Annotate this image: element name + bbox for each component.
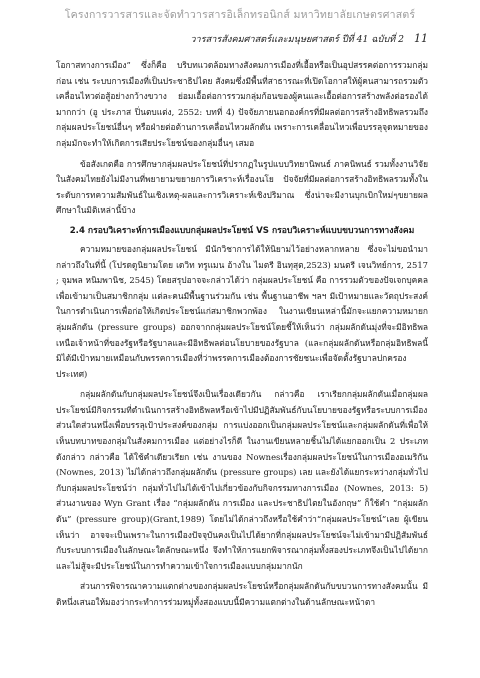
watermark-text: โครงการวารสารและจัดทำวารสารอิเล็กทรอนิกส์ มหาวิทยาลัยเกษตรศาสตร์ xyxy=(64,9,416,21)
paragraph-3: ความหมายของกลุ่มผลประโยชน์ มีนักวิชาการได้ให้นิยามไว้อย่างหลากหลาย ซึ่งจะไม่ขอนำมากล่าวถึงในที่นี้ (โปรดดูนิยามโดย เดวิท ทรูแมน อ้างใน ไมตรี อินทุสุต,2523) มนตรี เจนวิทย์การ, 2517 ; จุมพล หนิมพานิช, 2545) โดยสรุปอาจจะกล่าวได้ว่า กลุ่มผลประโยชน์ คือ การรวมตัวของปัจเจกบุคคลเพื่อเข้ามาเป็นสมาชิกกลุ่ม แต่ละคนมีพื้นฐานร่วมกัน เช่น พื้นฐานอาชีพ ฯลฯ มีเป้าหมายและวัตถุประสงค์ในการดำเนินการเพื่อก่อให้เกิดประโยชน์แก่สมาชิกพวกพ้อง ในงานเขียนเหล่านี้มักจะแยกความหมายกลุ่มผลักดัน (pressure groups) ออกจากกลุ่มผลประโยชน์โดยชี้ให้เห็นว่า กลุ่มผลักดันมุ่งที่จะมีอิทธิพลเหนือเจ้าหน้าที่ของรัฐหรือรัฐบาลและมีอิทธิพลต่อนโยบายของรัฐบาล (และกลุ่มผลักดันหรือกลุ่มอิทธิพลนี้มิได้มีเป้าหมายเหมือนกับพรรคการเมืองที่ว่าพรรคการเมืองต้องการชัยชนะเพื่อจัดตั้งรัฐบาลปกครองประเทศ) xyxy=(56,243,428,379)
paragraph-2: ข้อสังเกตคือ การศึกษากลุ่มผลประโยชน์ที่ปรากฏในรูปแบบวิทยานิพนธ์ ภาคนิพนธ์ รวมทั้งงานวิจัยในสังคมไทยยังไม่มีงานที่พยายามขยายการวิเคราะห์เรื่องนโย ปัจจัยที่มีผลต่อการสร้างอิทธิพลรวมทั้งในระดับการทความสัมพันธ์ในเชิงเหตุ-ผลและการวิเคราะห์เชิงปริมาณ ซึ่งน่าจะมีงานบุกเบิกใหม่ๆขยายผลศึกษาในมิติเหล่านี้บ้าง xyxy=(56,158,428,216)
running-header xyxy=(190,32,428,47)
section-heading: 2.4 กรอบวิเคราะห์การเมืองแบบกลุ่มผลประโยชน์ VS กรอบวิเคราะห์แบบขบวนการทางสังคม xyxy=(69,225,415,236)
journal-title: วารสารสังคมศาสตร์และมนุษยศาสตร์ ปีที่ 41 ฉบับที่ 2 xyxy=(190,34,404,45)
paragraph-1: โอกาสทางการเมือง” ซึ่งก็คือ บริบทแวดล้อมทางสังคมการเมืองที่เอื้อหรือเป็นอุปสรรคต่อการรวมกลุ่มก่อน เช่น ระบบการเมืองที่เป็นประชาธิปไตย สังคมซึ่งมีพื้นที่สาธารณะที่เปิดโอกาสให้ผู้คนสามารถรวมตัวเคลื่อนไหวต่อสู้อย่างกว้างขวาง ย่อมเอื้อต่อการรวมกลุ่มก้อนของผู้คนและเอื้อต่อการสร้างพลังต่อรองได้มากกว่า (อู ประภาส ปิ่นตบแต่ง, 2552: บทที่ 4) ปัจจัยภายนอกองค์กรที่มีผลต่อการสร้างอิทธิพลรวมถึงกลุ่มผลประโยชน์อื่นๆ หรือฝ่ายต่อต้านการเคลื่อนไหวผลักดัน เพราะการเคลื่อนไหวเพื่อบรรลุจุดหมายของกลุ่มมักจะทำให้เกิดการเสียประโยชน์ของกลุ่มอื่นๆ เสมอ xyxy=(56,60,428,148)
paragraph-4: กลุ่มผลักดันกับกลุ่มผลประโยชน์จึงเป็นเรื่องเดียวกัน กล่าวคือ เราเรียกกลุ่มผลักดันเมื่อกลุ่มผลประโยชน์มีกิจกรรมที่ดำเนินการสร้างอิทธิพลหรือเข้าไปมีปฏิสัมพันธ์กับนโยบายของรัฐหรือระบบการเมืองส่วนใดส่วนหนึ่งเพื่อบรรลุเป้าประสงค์ของกลุ่ม การแบ่งออกเป็นกลุ่มผลประโยชน์และกลุ่มผลักดันที่เพื่อให้เห็นบทบาทของกลุ่มในสังคมการเมือง แต่อย่างไรก็ดี ในงานเขียนหลายชิ้นไม่ได้แยกออกเป็น 2 ประเภทดังกล่าว กล่าวคือ ได้ใช้คำเดียวเรียก เช่น งานของ Nownesเรื่องกลุ่มผลประโยชน์ในการเมืองอเมริกัน (Nownes, 2013) ไม่ได้กล่าวถึงกลุ่มผลักดัน (pressure groups) เลย และยังได้แยกระหว่างกลุ่มทั่วไปกับกลุ่มผลประโยชน์ว่า กลุ่มทั่วไปไม่ได้เข้าไปเกี่ยวข้องกับกิจกรรมทางการเมือง (Nownes, 2013: 5) ส่วนงานของ Wyn Grant เรื่อง “กลุ่มผลักดัน การเมือง และประชาธิปไตยในอังกฤษ” ก็ใช้คำ “กลุ่มผลักดัน” (pressure group)(Grant,1989) โดยไม่ได้กล่าวถึงหรือใช้คำว่า“กลุ่มผลประโยชน์”เลย ผู้เขียนเห็นว่า อาจจะเป็นเพราะในการเมืองปัจจุบันคงเป็นไปได้ยากที่กลุ่มผลประโยชน์จะไม่เข้ามามีปฏิสัมพันธ์กับระบบการเมืองในลักษณะใดลักษณะหนึ่ง จึงทำให้การแยกพิจารณากลุ่มทั้งสองประเภทจึงเป็นไปได้ยากและไม่สู้จะมีประโยชน์ในการทำความเข้าใจการเมืองแบบกลุ่มมากนัก xyxy=(56,389,428,571)
page-body xyxy=(56,58,428,616)
page-number: 11 xyxy=(414,32,428,45)
paragraph-5: ส่วนการพิจารณาความแตกต่างของกลุ่มผลประโยชน์หรือกลุ่มผลักดันกับขบวนการทางสังคมนั้น มีติหนึ่งเสนอให้มองว่ากระทำการร่วมหมู่ทั้งสองแบบนี้มีความแตกต่างในด้านลักษณะหน้าตา xyxy=(56,581,428,607)
